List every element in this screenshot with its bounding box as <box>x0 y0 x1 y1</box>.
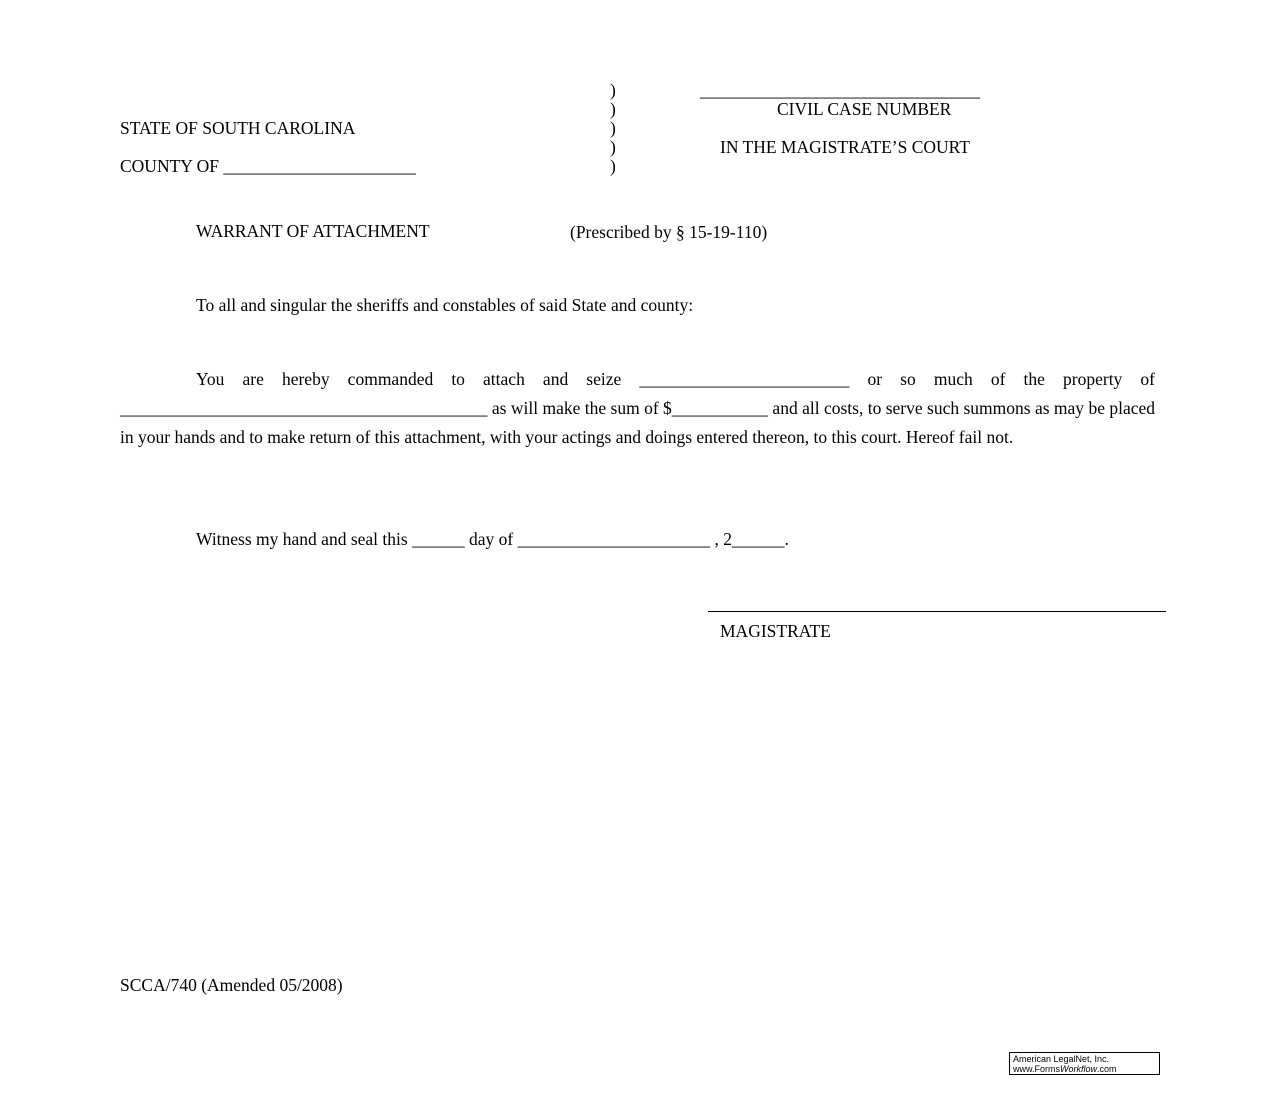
case-number-blank[interactable]: ________________________________ <box>700 80 980 100</box>
caption-paren: ) <box>610 156 616 176</box>
publisher-url: www.FormsWorkflow.com <box>1013 1064 1117 1074</box>
signature-line[interactable] <box>708 611 1166 612</box>
caption-paren: ) <box>610 80 616 100</box>
document-title: WARRANT OF ATTACHMENT <box>196 221 430 241</box>
address-line: To all and singular the sheriffs and constables of said State and county: <box>196 295 694 315</box>
command-text: You are hereby commanded to attach and seize <box>196 369 622 389</box>
county-line <box>120 156 416 176</box>
court-name: IN THE MAGISTRATE’S COURT <box>720 137 970 157</box>
county-blank[interactable]: ______________________ <box>223 156 416 176</box>
month-blank[interactable]: ______________________ <box>517 529 711 549</box>
seize-blank[interactable]: ________________________ <box>639 369 850 389</box>
command-text: as will make the sum of $ <box>491 398 672 418</box>
command-paragraph <box>120 365 1155 452</box>
amount-blank[interactable]: ___________ <box>671 398 769 418</box>
witness-text: . <box>784 529 789 549</box>
publisher-badge <box>1009 1052 1160 1075</box>
command-text: or so much of the property of <box>867 369 1155 389</box>
state-name: STATE OF SOUTH CAROLINA <box>120 118 356 138</box>
county-label: COUNTY OF <box>120 156 220 176</box>
caption-paren: ) <box>610 99 616 119</box>
day-blank[interactable]: ______ <box>412 529 465 549</box>
signature-label: MAGISTRATE <box>720 621 831 641</box>
form-identifier: SCCA/740 (Amended 05/2008) <box>120 975 343 995</box>
year-blank[interactable]: ______ <box>731 529 785 549</box>
property-owner-blank[interactable]: __________________________________________ <box>120 398 488 418</box>
caption-paren: ) <box>610 137 616 157</box>
witness-line <box>196 529 789 549</box>
command-text: and all costs, to serve such summons as may be placed in your hands and to make return of this attachment, with your actings and doings entered thereon, to this court. Hereof fail not. <box>120 398 1156 447</box>
witness-text: day of <box>468 529 514 549</box>
witness-text: Witness my hand and seal this <box>196 529 408 549</box>
prescribed-statute: (Prescribed by § 15-19-110) <box>570 222 768 242</box>
witness-text: , 2 <box>714 529 732 549</box>
case-number-label: CIVIL CASE NUMBER <box>777 99 952 119</box>
publisher-name: American LegalNet, Inc. <box>1013 1054 1110 1064</box>
caption-paren: ) <box>610 118 616 138</box>
